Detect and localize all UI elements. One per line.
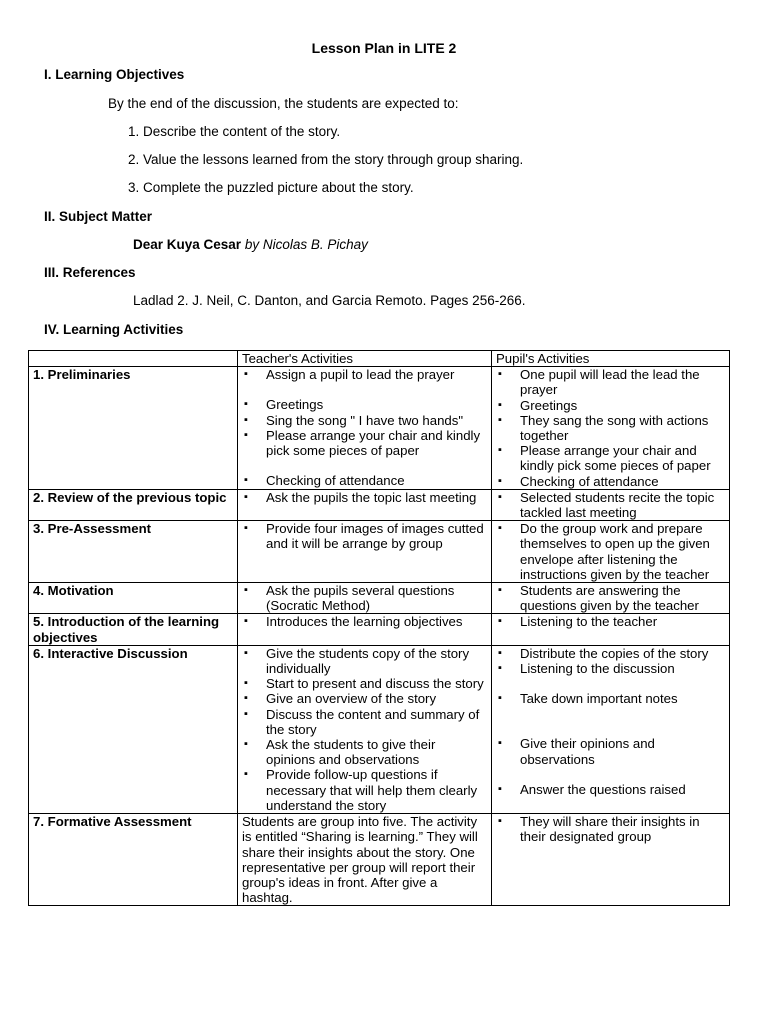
pupil-cell	[492, 645, 730, 813]
activities-heading: IV. Learning Activities	[44, 322, 184, 337]
pupil-cell	[492, 489, 730, 520]
list-item: ▪ Greetings	[242, 397, 487, 412]
references-text: Ladlad 2. J. Neil, C. Danton, and Garcia Remoto. Pages 256-266.	[133, 293, 526, 308]
teacher-cell	[238, 489, 492, 520]
row-label: 7. Formative Assessment	[29, 814, 238, 906]
list-item: ▪ Please arrange your chair and kindly pick some pieces of paper	[496, 443, 725, 473]
list-item: ▪ They will share their insights in their designated group	[496, 814, 725, 844]
list-item: ▪ Listening to the teacher	[496, 614, 725, 629]
table-row	[29, 521, 730, 583]
row-label: 5. Introduction of the learning objectives	[29, 614, 238, 645]
list-item: ▪ Distribute the copies of the story	[496, 646, 725, 661]
list-item: ▪ Listening to the discussion	[496, 661, 725, 676]
objectives-intro: By the end of the discussion, the students are expected to:	[108, 96, 459, 111]
objectives-heading: I. Learning Objectives	[44, 67, 185, 82]
list-item: ▪ Checking of attendance	[496, 474, 725, 489]
header-cell	[29, 351, 238, 367]
table-header-row	[29, 351, 730, 367]
story-title: Dear Kuya Cesar	[133, 237, 242, 252]
list-item: ▪ Students are answering the questions given by the teacher	[496, 583, 725, 613]
pupil-cell	[492, 583, 730, 614]
objective-item: 3. Complete the puzzled picture about the story.	[128, 180, 414, 195]
activities-table	[28, 350, 730, 906]
list-item: ▪ Greetings	[496, 398, 725, 413]
table-row	[29, 583, 730, 614]
list-item: ▪ Give their opinions and observations	[496, 736, 725, 766]
list-item: ▪ Please arrange your chair and kindly pick some pieces of paper	[242, 428, 487, 458]
table-row	[29, 645, 730, 813]
objective-item: 2. Value the lessons learned from the story through group sharing.	[128, 152, 524, 167]
teacher-cell: Students are group into five. The activity is entitled “Sharing is learning.” They will share their insights about the story. One representative per group will report their group's ideas in front. After give a hashtag.	[238, 814, 492, 906]
row-label: 1. Preliminaries	[29, 367, 238, 490]
list-item: ▪ Provide four images of images cutted and it will be arrange by group	[242, 521, 487, 551]
subject-line	[133, 237, 368, 252]
pupil-cell	[492, 614, 730, 645]
row-label: 2. Review of the previous topic	[29, 489, 238, 520]
teacher-cell	[238, 521, 492, 583]
row-label: 4. Motivation	[29, 583, 238, 614]
list-item: ▪ Ask the students to give their opinions and observations	[242, 737, 487, 767]
teacher-cell	[238, 583, 492, 614]
header-cell: Pupil's Activities	[492, 351, 730, 367]
table-row	[29, 614, 730, 645]
list-item: ▪ Provide follow-up questions if necessary that will help them clearly understand the story	[242, 767, 487, 813]
list-item: ▪ Ask the pupils several questions (Socratic Method)	[242, 583, 487, 613]
list-item: ▪ Ask the pupils the topic last meeting	[242, 490, 487, 505]
pupil-cell	[492, 521, 730, 583]
teacher-cell	[238, 367, 492, 490]
header-cell: Teacher's Activities	[238, 351, 492, 367]
table-row	[29, 367, 730, 490]
pupil-cell	[492, 367, 730, 490]
objective-item: 1. Describe the content of the story.	[128, 124, 341, 139]
row-label: 6. Interactive Discussion	[29, 645, 238, 813]
pupil-cell	[492, 814, 730, 906]
row-label: 3. Pre-Assessment	[29, 521, 238, 583]
list-item: ▪ Discuss the content and summary of the story	[242, 707, 487, 737]
list-item: ▪ Checking of attendance	[242, 473, 487, 488]
list-item: ▪ Selected students recite the topic tackled last meeting	[496, 490, 725, 520]
references-heading: III. References	[44, 265, 136, 280]
table-row	[29, 489, 730, 520]
teacher-cell	[238, 614, 492, 645]
list-item: ▪ Do the group work and prepare themselves to open up the given envelope after listening the instructions given by the teacher	[496, 521, 725, 582]
list-item: ▪ One pupil will lead the lead the prayer	[496, 367, 725, 397]
table-row	[29, 814, 730, 906]
list-item: ▪ Assign a pupil to lead the prayer	[242, 367, 487, 382]
story-author: by Nicolas B. Pichay	[241, 237, 368, 252]
list-item: ▪ Take down important notes	[496, 691, 725, 706]
page-title: Lesson Plan in LITE 2	[311, 40, 457, 56]
subject-heading: II. Subject Matter	[44, 209, 153, 224]
list-item: ▪ Give the students copy of the story individually	[242, 646, 487, 676]
list-item: ▪ Introduces the learning objectives	[242, 614, 487, 629]
list-item: ▪ Answer the questions raised	[496, 782, 725, 797]
list-item: ▪ Start to present and discuss the story	[242, 676, 487, 691]
teacher-cell	[238, 645, 492, 813]
list-item: ▪ Sing the song " I have two hands"	[242, 413, 487, 428]
list-item: ▪ Give an overview of the story	[242, 691, 487, 706]
list-item: ▪ They sang the song with actions together	[496, 413, 725, 443]
